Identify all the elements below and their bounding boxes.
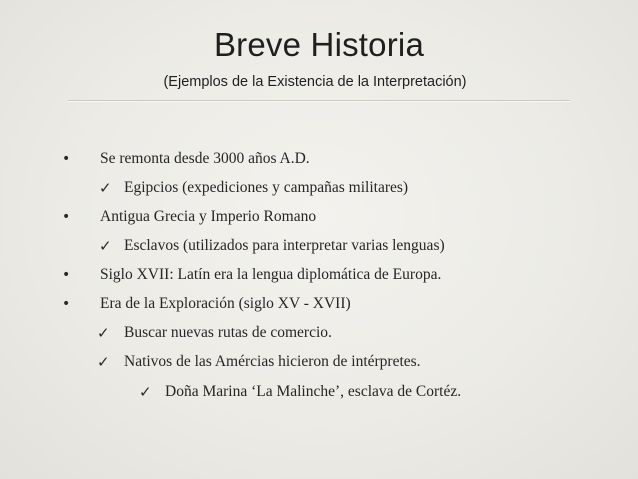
list-item-text: Doña Marina ‘La Malinche’, esclava de Cortéz.	[165, 383, 462, 400]
checkmark-icon: ✓	[97, 353, 110, 371]
list-item-text: Era de la Exploración (siglo XV - XVII)	[100, 295, 351, 312]
list-item-text: Buscar nuevas rutas de comercio.	[124, 324, 332, 341]
checkmark-icon: ✓	[99, 179, 112, 197]
list-item-text: Nativos de las Amércias hicieron de intérpretes.	[124, 353, 421, 370]
list-item-text: Se remonta desde 3000 años A.D.	[100, 150, 310, 167]
checkmark-icon: ✓	[99, 237, 112, 255]
slide-subtitle: (Ejemplos de la Existencia de la Interpretación)	[163, 74, 467, 90]
bullet-icon: •	[62, 267, 71, 283]
checkmark-icon: ✓	[139, 383, 152, 401]
list-item-text: Antigua Grecia y Imperio Romano	[100, 208, 317, 225]
bullet-icon: •	[62, 151, 71, 167]
list-item-text: Esclavos (utilizados para interpretar varias lenguas)	[124, 237, 445, 254]
list-item-text: Egipcios (expediciones y campañas militares)	[124, 179, 409, 196]
list-item-text: Siglo XVII: Latín era la lengua diplomática de Europa.	[100, 266, 442, 283]
slide-title: Breve Historia	[213, 26, 425, 63]
bullet-icon: •	[62, 296, 71, 312]
bullet-icon: •	[62, 209, 71, 225]
checkmark-icon: ✓	[97, 324, 110, 342]
